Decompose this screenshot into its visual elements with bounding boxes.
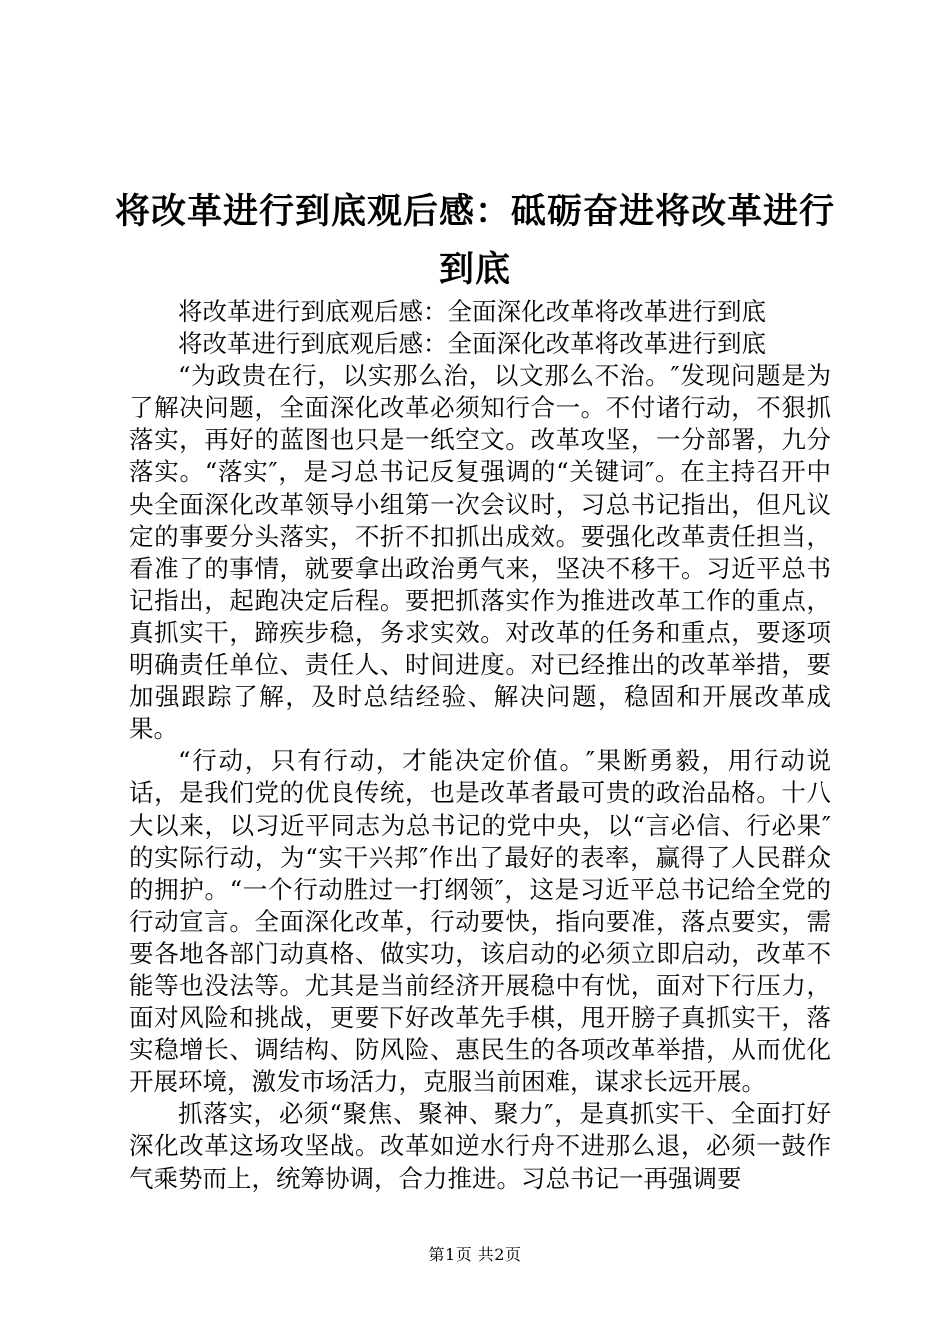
- body-paragraph: “为政贵在行，以实那么治，以文那么不治。″发现问题是为了解决问题，全面深化改革必须知行合一。不付诸行动，不狠抓落实，再好的蓝图也只是一纸空文。改革攻坚，一分部署，九分落实。“落实″，是习总书记反复强调的“关键词″。在主持召开中央全面深化改革领导小组第一次会议时，习总书记指出，但凡议定的事要分头落实，不折不扣抓出成效。要强化改革责任担当，看准了的事情，就要拿出政治勇气来，坚决不移干。习近平总书记指出，起跑决定后程。要把抓落实作为推进改革工作的重点，真抓实干，蹄疾步稳，务求实效。对改革的任务和重点，要逐项明确责任单位、责任人、时间进度。对已经推出的改革举措，要加强跟踪了解，及时总结经验、解决问题，稳固和开展改革成果。: [129, 361, 831, 744]
- body-paragraph: 抓落实，必须“聚焦、聚神、聚力″，是真抓实干、全面打好深化改革这场攻坚战。改革如逆水行舟不进那么退，必须一鼓作气乘势而上，统筹协调，合力推进。习总书记一再强调要: [129, 1099, 831, 1193]
- page-title: 将改革进行到底观后感：砥砺奋进将改革进行到底: [114, 192, 835, 290]
- document-body: [129, 296, 831, 1195]
- intro-line: 将改革进行到底观后感：全面深化改革将改革进行到底: [178, 329, 766, 359]
- intro-line: 将改革进行到底观后感：全面深化改革将改革进行到底: [178, 297, 766, 326]
- page-footer: 第1页 共2页: [428, 1245, 522, 1264]
- body-paragraph: “行动，只有行动，才能决定价值。″果断勇毅，用行动说话，是我们党的优良传统，也是改革者最可贵的政治品格。十八大以来，以习近平同志为总书记的党中央，以“言必信、行必果″的实际行动，为“实干兴邦″作出了最好的表率，赢得了人民群众的拥护。“一个行动胜过一打纲领″，这是习近平总书记给全党的行动宣言。全面深化改革，行动要快，指向要准，落点要实，需要各地各部门动真格、做实功，该启动的必须立即启动，改革不能等也没法等。尤其是当前经济开展稳中有忧，面对下行压力，面对风险和挑战，更要下好改革先手棋，甩开膀子真抓实干，落实稳增长、调结构、防风险、惠民生的各项改革举措，从而优化开展环境，激发市场活力，克服当前困难，谋求长远开展。: [129, 746, 831, 1097]
